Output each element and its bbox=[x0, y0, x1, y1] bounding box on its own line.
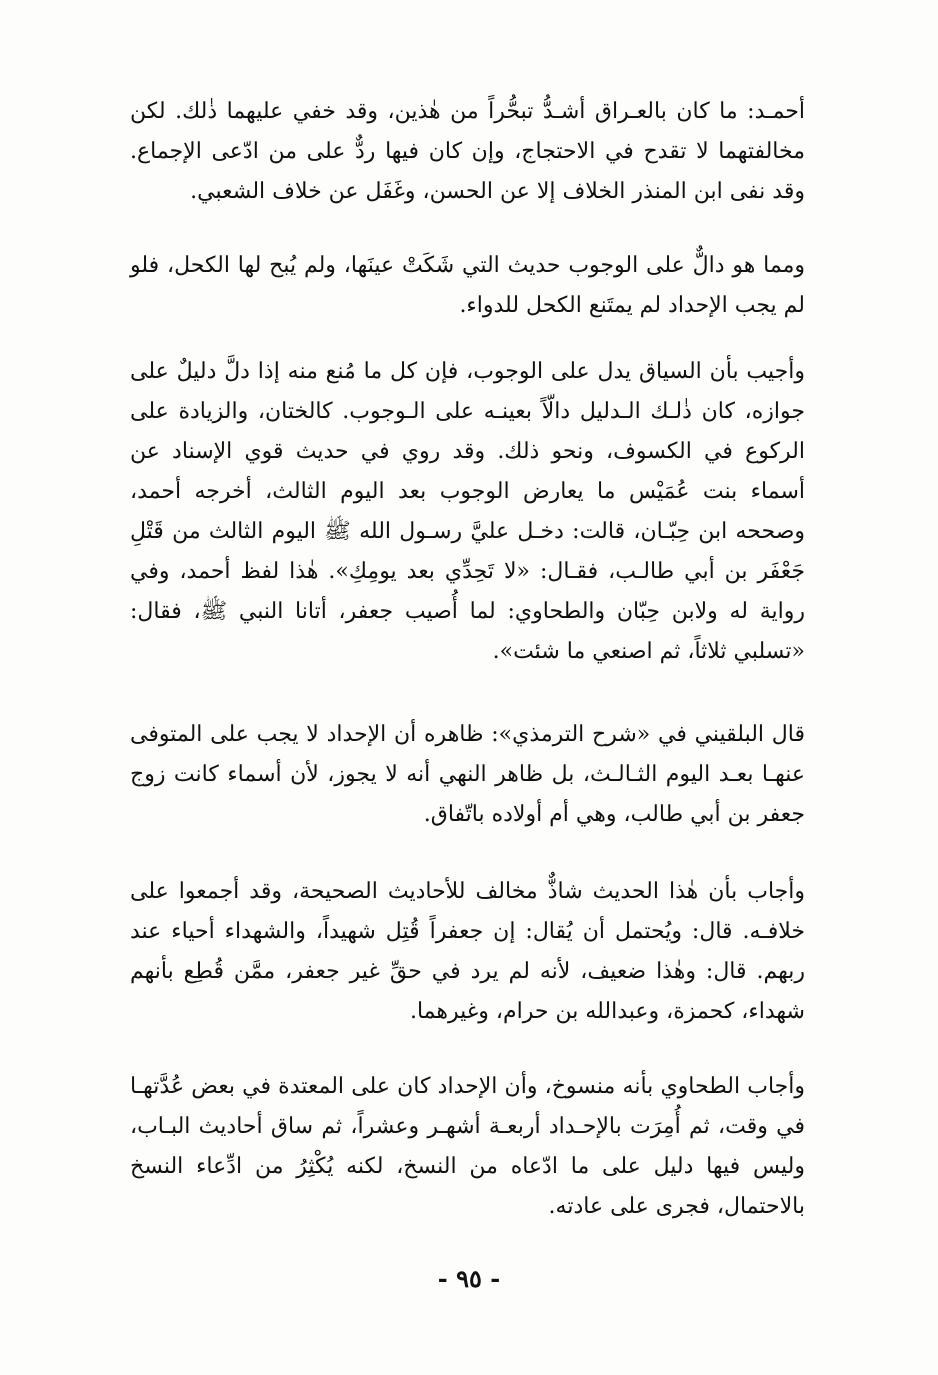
paragraph-5: وأجاب بأن هٰذا الحديث شاذٌّ مخالف للأحاديث الصحيحة، وقد أجمعوا على خلافـه. قال: ويُحتمل أن يُقال: إن جعفراً قُتِل شهيداً، والشهداء أحياء عند ربهم. قال: وهٰذا ضعيف، لأنه لم يرد في حقِّ غير جعفر، ممَّن قُطِع بأنهم شهداء، كحمزة، وعبدالله بن حرام، وغيرهما. bbox=[130, 879, 805, 1024]
paragraph-3: وأجيب بأن السياق يدل على الوجوب، فإن كل ما مُنع منه إذا دلَّ دليلٌ على جوازه، كان ذٰلـك الـدليل دالّاً بعينـه على الـوجوب. كالختان، والزيادة على الركوع في الكسوف، ونحو ذلك. وقد روي في حديث قوي الإسناد عن أسماء بنت عُمَيْس ما يعارض الوجوب بعد اليوم الثالث، أخرجه أحمد، وصححه ابن حِبّـان، قالت: دخـل عليَّ رسـول الله ﷺ اليوم الثالث من قَتْلِ جَعْفَر بن أبي طالـب، فقـال: «لا تَحِدِّي بعد يومِكِ». هٰذا لفظ أحمد، وفي رواية له ولابن حِبّان والطحاوي: لما أُصيب جعفر، أتانا النبي ﷺ، فقال: «تسلبي ثلاثاً، ثم اصنعي ما شئت». bbox=[130, 359, 805, 664]
paragraph-2: ومما هو دالٌّ على الوجوب حديث التي شَكَتْ عينَها، ولم يُبح لها الكحل، فلو لم يجب الإحداد لم يمتَنع الكحل للدواء. bbox=[130, 253, 805, 318]
paragraph-1: أحمـد: ما كان بالعـراق أشـدُّ تبحُّراً من هٰذين، وقد خفي عليهما ذٰلك. لكن مخالفتهما لا تقدح في الاحتجاج، وإن كان فيها ردٌّ على من ادّعى الإجماع. وقد نفى ابن المنذر الخلاف إلا عن الحسن، وغَفَل عن خلاف الشعبي. bbox=[130, 99, 805, 204]
page-number: - ٩٥ - bbox=[437, 1264, 501, 1293]
paragraph-4: قال البلقيني في «شرح الترمذي»: ظاهره أن الإحداد لا يجب على المتوفى عنهـا بعـد اليوم الثـالـث، بل ظاهر النهي أنه لا يجوز، لأن أسماء كانت زوج جعفر بن أبي طالب، وهي أم أولاده باتّفاق. bbox=[130, 722, 805, 827]
paragraph-6: وأجاب الطحاوي بأنه منسوخ، وأن الإحداد كان على المعتدة في بعض عُدَّتهـا في وقت، ثم أُمِرَت بالإحـداد أربعـة أشهـر وعشراً، ثم ساق أحاديث البـاب، وليس فيها دليل على ما ادّعاه من النسخ، لكنه يُكْثِرُ من ادِّعاء النسخ بالاحتمال، فجرى على عادته. bbox=[130, 1074, 805, 1219]
